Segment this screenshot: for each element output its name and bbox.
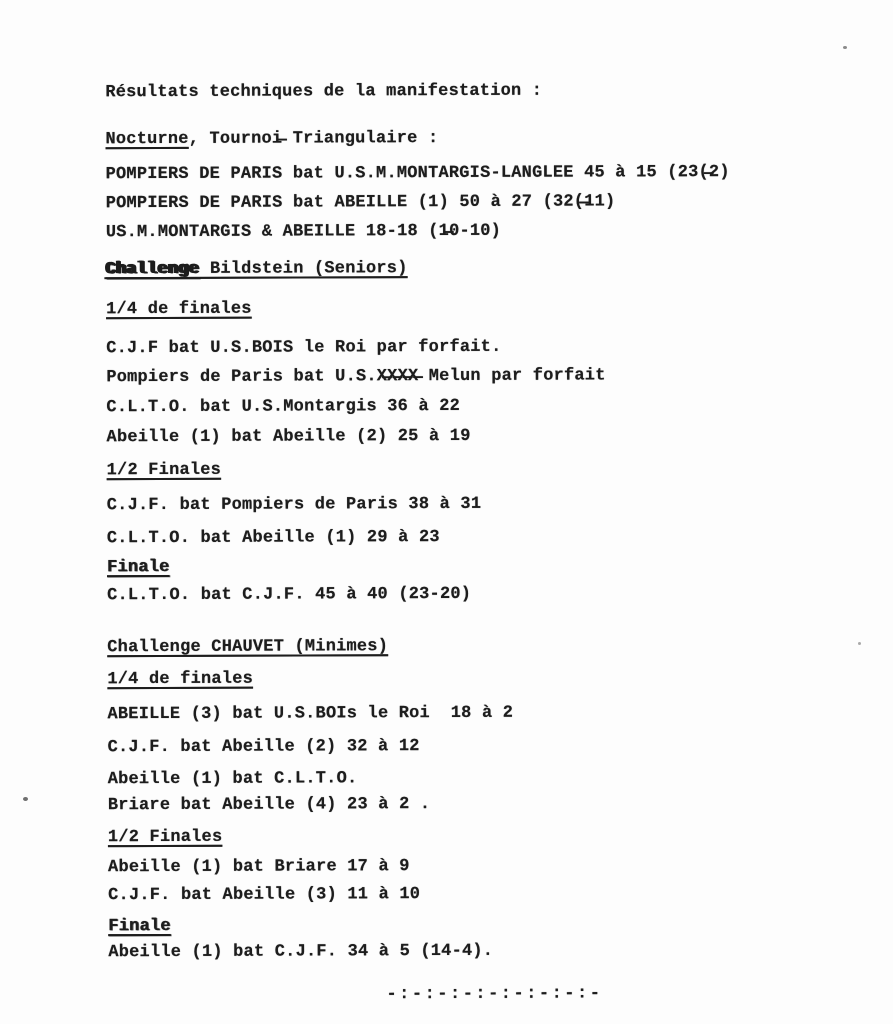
result-line: POMPIERS DE PARIS bat U.S.M.MONTARGIS-LANGLEE 45 à 15 (23(̶2) — [105, 163, 730, 185]
chauvet-semis-heading — [108, 827, 222, 849]
result-line: Abeille (1) bat Briare 17 à 9 — [107, 857, 410, 878]
result-line: C.J.F. bat Pompiers de Paris 38 à 31 — [106, 494, 482, 516]
result-line: Abeille (1) bat C.J.F. 34 à 5 (14-4). — [108, 941, 494, 963]
footer-separator: -:-:-:-:-:-:-:-:- — [386, 984, 603, 1005]
nocturne-heading — [105, 128, 438, 151]
scan-speck — [843, 46, 847, 49]
result-line: C.J.F. bat Abeille (3) 11 à 10 — [108, 885, 421, 906]
chauvet-final-heading — [108, 916, 170, 938]
scan-speck — [858, 642, 861, 645]
chauvet-heading — [107, 636, 388, 659]
result-line: Abeille (1) bat Abeille (2) 25 à 19 — [106, 426, 471, 448]
result-line: C.L.T.O. bat C.J.F. 45 à 40 (23-20) — [107, 584, 472, 606]
result-line: ABEILLE (3) bat U.S.BOIs le Roi 18 à 2 — [107, 703, 514, 725]
result-line: C.L.T.O. bat U.S.Montargis 36 à 22 — [106, 396, 461, 418]
bildstein-semis-heading — [107, 460, 221, 482]
bildstein-heading — [106, 258, 408, 281]
result-line: Briare bat Abeille (4) 23 à 2 . — [107, 795, 431, 816]
result-line: Abeille (1) bat C.L.T.O. — [107, 769, 358, 790]
bildstein-semis-heading-text: 1/2 Finales — [106, 460, 222, 481]
nocturne-heading-rest: , Tournoi̶ Triangulaire : — [188, 129, 439, 149]
chauvet-final-heading-text: Finale — [108, 916, 171, 937]
result-line: C.L.T.O. bat Abeille (1) 29 à 23 — [106, 528, 440, 549]
bildstein-heading-underline — [106, 259, 408, 279]
bildstein-final-heading-text: Finale — [106, 557, 170, 578]
bildstein-heading-rest: Bildstein (Seniors) — [199, 259, 408, 279]
result-line: C.J.F. bat Abeille (2) 32 à 12 — [107, 737, 420, 758]
chauvet-heading-text: Challenge CHAUVET (Minimes) — [107, 637, 389, 658]
chauvet-semis-heading-text: 1/2 Finales — [107, 827, 223, 848]
result-line: C.J.F bat U.S.BOIS le Roi par forfait. — [106, 337, 502, 359]
page-title: Résultats techniques de la manifestation : — [105, 81, 543, 103]
bildstein-quarters-heading — [106, 299, 252, 322]
result-line: Pompiers de Paris bat U.S.X̶X̶X̶X̶ Melun par forfait — [106, 366, 606, 388]
bildstein-final-heading — [107, 557, 169, 579]
chauvet-quarters-heading — [107, 669, 253, 692]
result-line: POMPIERS DE PARIS bat ABEILLE (1) 50 à 27 (32(̶11) — [105, 192, 616, 214]
nocturne-heading-underlined: Nocturne — [105, 129, 189, 150]
result-line: US.M.MONTARGIS & ABEILLE 18-18 (1̶0-10) — [105, 221, 502, 243]
scan-speck — [23, 797, 28, 801]
bildstein-quarters-heading-text: 1/4 de finales — [106, 299, 252, 320]
chauvet-quarters-heading-text: 1/4 de finales — [107, 669, 254, 690]
bildstein-heading-overtyped-word: Challenge — [105, 259, 200, 280]
